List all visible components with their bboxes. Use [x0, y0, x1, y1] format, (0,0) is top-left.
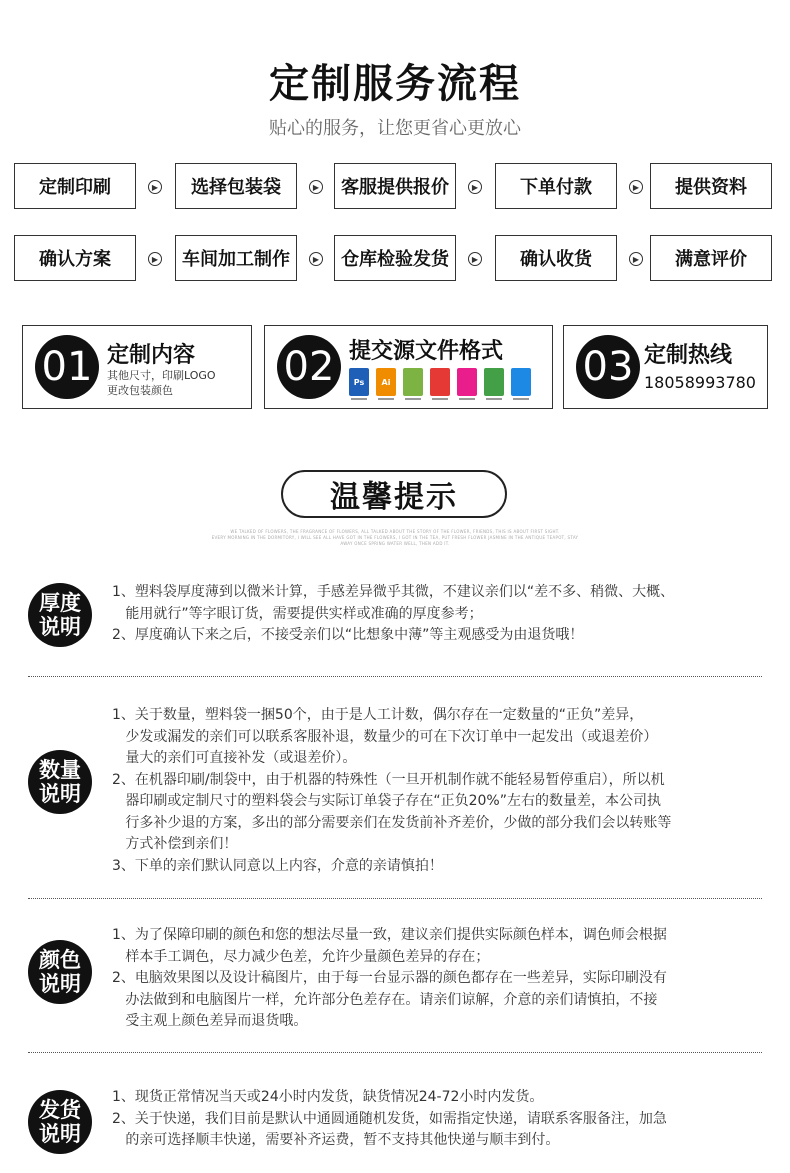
decorative-text: EVERY MORNING IN THE DORMITORY, I WILL SEE ALL HAVE GOT IN THE FLOWERS, I GOT IN THE TEA, PUT FRESH FLOWER JASMINE IN THE ANTIQUE TEAPOT, STAY: [211, 535, 579, 540]
step-custom-print: 定制印刷: [14, 163, 136, 209]
note-line: 1、现货正常情况当天或24小时内发货，缺货情况24-72小时内发货。: [112, 1089, 544, 1105]
divider: [28, 898, 762, 899]
divider: [28, 1052, 762, 1053]
card-number: 01: [35, 335, 99, 399]
step-confirm-plan: 确认方案: [14, 235, 136, 281]
badge-text: 说明: [39, 972, 81, 996]
card-title: 定制热线: [644, 343, 733, 368]
note-line: 1、为了保障印刷的颜色和您的想法尽量一致，建议亲们提供实际颜色样本，调色师会根据: [112, 927, 667, 943]
step-inspect-ship: 仓库检验发货: [334, 235, 456, 281]
arrow-right-icon: ▶: [468, 252, 482, 266]
card-custom-content: [22, 325, 252, 409]
note-line: 量大的亲们可直接补发（或退差价）。: [112, 750, 357, 766]
arrow-right-icon: ▶: [148, 252, 162, 266]
document-file-icon: [430, 368, 450, 396]
card-number: 03: [576, 335, 640, 399]
arrow-right-icon: ▶: [629, 252, 643, 266]
card-title: 提交源文件格式: [349, 339, 504, 364]
badge-text: 数量: [39, 758, 81, 782]
note-line: 少发或漏发的亲们可以联系客服补退，数量少的可在下次订单中一起发出（或退差价）: [112, 728, 658, 745]
hotline-number: 18058993780: [644, 373, 756, 392]
note-line: 2、厚度确认下来之后，不接受亲们以“比想象中薄”等主观感受为由退货哦！: [112, 627, 584, 643]
note-line: 3、下单的亲们默认同意以上内容，介意的亲请慎拍！: [112, 857, 443, 874]
note-line: 1、塑料袋厚度薄到以微米计算，手感差异微乎其微，不建议亲们以“差不多、稍微、大概、: [112, 584, 675, 600]
card-desc-line: 更改包装颜色: [107, 384, 173, 397]
picture-file-icon: [511, 368, 531, 396]
step-pay: 下单付款: [495, 163, 617, 209]
file-format-icons: [349, 368, 531, 396]
step-review: 满意评价: [650, 235, 772, 281]
arrow-right-icon: ▶: [309, 252, 323, 266]
quantity-notes: [112, 705, 762, 877]
step-quote: 客服提供报价: [334, 163, 456, 209]
thickness-badge: [28, 583, 92, 647]
decorative-text: AWAY ONCE SPRING WATER WELL, THEN ADD IT.: [340, 541, 450, 546]
quantity-badge: [28, 750, 92, 814]
arrow-right-icon: ▶: [629, 180, 643, 194]
badge-text: 厚度: [39, 591, 81, 615]
color-badge: [28, 940, 92, 1004]
illustrator-file-icon: Ai: [376, 368, 396, 396]
shipping-notes: [112, 1087, 762, 1152]
step-provide-files: 提供资料: [650, 163, 772, 209]
arrow-right-icon: ▶: [468, 180, 482, 194]
step-production: 车间加工制作: [175, 235, 297, 281]
tips-title: 温馨提示: [281, 470, 507, 518]
arrow-right-icon: ▶: [148, 180, 162, 194]
note-line: 2、电脑效果图以及设计稿图片，由于每一台显示器的颜色都存在一些差异，实际印刷没有: [112, 970, 667, 986]
note-line: 行多补少退的方案，多出的部分需要亲们在发货前补齐差价，少做的部分我们会以转账等: [112, 814, 672, 831]
note-line: 办法做到和电脑图片一样，允许部分色差存在。请亲们谅解，介意的亲们请慎拍，不接: [112, 991, 658, 1008]
graphic-file-icon: [457, 368, 477, 396]
badge-text: 发货: [39, 1098, 81, 1122]
photoshop-file-icon: Ps: [349, 368, 369, 396]
card-desc-line: 其他尺寸，印刷LOGO: [107, 369, 216, 382]
badge-text: 颜色: [39, 948, 81, 972]
card-hotline: [563, 325, 768, 409]
note-line: 1、关于数量，塑料袋一捆50个，由于是人工计数，偶尔存在一定数量的“正负”差异，: [112, 707, 644, 723]
badge-text: 说明: [39, 615, 81, 639]
page-title: 定制服务流程: [269, 61, 521, 107]
note-line: 2、在机器印刷/制袋中，由于机器的特殊性（一旦开机制作就不能轻易暂停重启），所以机: [112, 771, 665, 788]
note-line: 方式补偿到亲们！: [112, 836, 238, 852]
divider: [28, 676, 762, 677]
pdf-file-icon: [403, 368, 423, 396]
step-choose-bag: 选择包装袋: [175, 163, 297, 209]
image-file-icon: [484, 368, 504, 396]
arrow-right-icon: ▶: [309, 180, 323, 194]
note-line: 的亲可选择顺丰快递，需要补齐运费，暂不支持其他快递与顺丰到付。: [112, 1132, 560, 1148]
shipping-badge: [28, 1090, 92, 1154]
badge-text: 说明: [39, 1122, 81, 1146]
badge-text: 说明: [39, 782, 81, 806]
note-line: 样本手工调色，尽力减少色差，允许少量颜色差异的存在；: [112, 948, 490, 965]
page-subtitle: 贴心的服务，让您更省心更放心: [269, 118, 521, 139]
thickness-notes: [112, 582, 762, 647]
note-line: 能用就行”等字眼订货，需要提供实样或准确的厚度参考；: [112, 605, 483, 622]
decorative-text: WE TALKED OF FLOWERS, THE FRAGRANCE OF FLOWERS, ALL TALKED ABOUT THE STORY OF THE FLOWER, FRIENDS, THIS IS ABOUT FIRST SIGHT.: [230, 529, 560, 534]
note-line: 器印刷或定制尺寸的塑料袋会与实际订单袋子存在“正负20%”左右的数量差，本公司执: [112, 793, 661, 809]
card-title: 定制内容: [107, 343, 196, 368]
color-notes: [112, 925, 762, 1033]
note-line: 受主观上颜色差异而退货哦。: [112, 1013, 308, 1029]
card-number: 02: [277, 335, 341, 399]
step-confirm-receipt: 确认收货: [495, 235, 617, 281]
note-line: 2、关于快递，我们目前是默认中通圆通随机发货，如需指定快递，请联系客服备注，加急: [112, 1110, 667, 1127]
card-file-formats: [264, 325, 553, 409]
